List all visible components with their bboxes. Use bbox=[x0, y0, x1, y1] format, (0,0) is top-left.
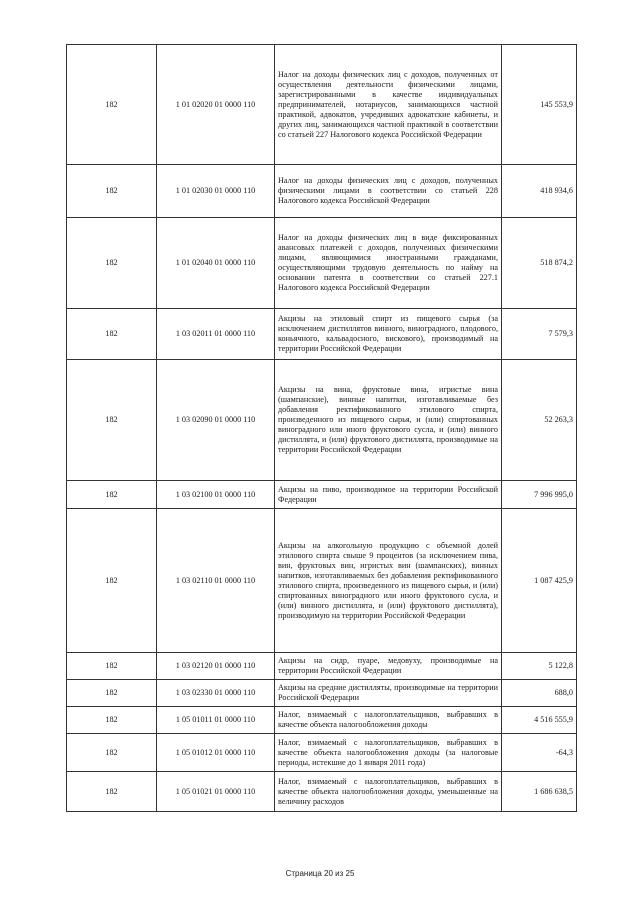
admin-code-cell: 182 bbox=[67, 165, 157, 218]
admin-code-cell: 182 bbox=[67, 772, 157, 812]
amount-cell: 5 122,8 bbox=[502, 653, 577, 680]
revenue-name-cell: Налог, взимаемый с налогоплательщиков, выбравших в качестве объекта налогообложения доходы bbox=[275, 707, 502, 734]
amount-cell: 418 934,6 bbox=[502, 165, 577, 218]
table-row bbox=[67, 707, 577, 734]
amount-cell: 7 996 995,0 bbox=[502, 481, 577, 509]
admin-code-cell: 182 bbox=[67, 360, 157, 481]
amount-cell: -64,3 bbox=[502, 734, 577, 772]
admin-code-cell: 182 bbox=[67, 218, 157, 309]
revenue-name-cell: Акцизы на алкогольную продукцию с объемной долей этилового спирта свыше 9 процентов (за исключением пива, вин, фруктовых вин, игристых вин (шампанских), винных напитков, изготавливаемых без добавления ректификованного этилового спирта, произведенного из пищевого сырья, и (или) спиртованных виноградного или иного фруктового сусла, и (или) винного дистиллята, и (или) фруктового дистиллята), производимую на территории Российской Федерации bbox=[275, 509, 502, 653]
kbk-code-cell: 1 01 02020 01 0000 110 bbox=[157, 45, 275, 165]
kbk-code-cell: 1 05 01011 01 0000 110 bbox=[157, 707, 275, 734]
table-row bbox=[67, 218, 577, 309]
kbk-code-cell: 1 03 02330 01 0000 110 bbox=[157, 680, 275, 707]
kbk-code-cell: 1 01 02040 01 0000 110 bbox=[157, 218, 275, 309]
admin-code-cell: 182 bbox=[67, 734, 157, 772]
revenue-name-cell: Акцизы на этиловый спирт из пищевого сырья (за исключением дистиллятов винного, виноградного, плодового, коньячного, кальвадосного, вискового), производимый на территории Российской Федерации bbox=[275, 309, 502, 360]
revenue-name-cell: Налог, взимаемый с налогоплательщиков, выбравших в качестве объекта налогообложения доходы, уменьшенные на величину расходов bbox=[275, 772, 502, 812]
table-row bbox=[67, 45, 577, 165]
table-row bbox=[67, 481, 577, 509]
table-row bbox=[67, 734, 577, 772]
revenue-name-cell: Акцизы на сидр, пуаре, медовуху, производимые на территории Российской Федерации bbox=[275, 653, 502, 680]
table-row bbox=[67, 772, 577, 812]
kbk-code-cell: 1 03 02120 01 0000 110 bbox=[157, 653, 275, 680]
admin-code-cell: 182 bbox=[67, 653, 157, 680]
kbk-code-cell: 1 03 02100 01 0000 110 bbox=[157, 481, 275, 509]
revenue-name-cell: Акцизы на пиво, производимое на территории Российской Федерации bbox=[275, 481, 502, 509]
admin-code-cell: 182 bbox=[67, 45, 157, 165]
kbk-code-cell: 1 05 01012 01 0000 110 bbox=[157, 734, 275, 772]
kbk-code-cell: 1 03 02090 01 0000 110 bbox=[157, 360, 275, 481]
kbk-code-cell: 1 03 02011 01 0000 110 bbox=[157, 309, 275, 360]
amount-cell: 518 874,2 bbox=[502, 218, 577, 309]
table-row bbox=[67, 653, 577, 680]
table-row bbox=[67, 509, 577, 653]
amount-cell: 688,0 bbox=[502, 680, 577, 707]
kbk-code-cell: 1 03 02110 01 0000 110 bbox=[157, 509, 275, 653]
table-row bbox=[67, 309, 577, 360]
amount-cell: 7 579,3 bbox=[502, 309, 577, 360]
table-row bbox=[67, 360, 577, 481]
revenue-name-cell: Налог на доходы физических лиц с доходов, полученных физическими лицами в соответствии со статьей 228 Налогового кодекса Российской Федерации bbox=[275, 165, 502, 218]
kbk-code-cell: 1 01 02030 01 0000 110 bbox=[157, 165, 275, 218]
amount-cell: 145 553,9 bbox=[502, 45, 577, 165]
revenue-name-cell: Налог, взимаемый с налогоплательщиков, выбравших в качестве объекта налогообложения доходы (за налоговые периоды, истекшие до 1 января 2011 года) bbox=[275, 734, 502, 772]
revenue-table bbox=[66, 44, 577, 812]
kbk-code-cell: 1 05 01021 01 0000 110 bbox=[157, 772, 275, 812]
amount-cell: 1 686 638,5 bbox=[502, 772, 577, 812]
amount-cell: 1 087 425,9 bbox=[502, 509, 577, 653]
revenue-name-cell: Налог на доходы физических лиц в виде фиксированных авансовых платежей с доходов, полученных физическими лицами, являющимися иностранными гражданами, осуществляющими трудовую деятельность по найму на основании патента в соответствии со статьей 227.1 Налогового кодекса Российской Федерации bbox=[275, 218, 502, 309]
admin-code-cell: 182 bbox=[67, 509, 157, 653]
revenue-name-cell: Акцизы на средние дистилляты, производимые на территории Российской Федерации bbox=[275, 680, 502, 707]
admin-code-cell: 182 bbox=[67, 680, 157, 707]
revenue-name-cell: Акцизы на вина, фруктовые вина, игристые вина (шампанские), винные напитки, изготавливаемые без добавления ректификованного этилового спирта, произведенного из пищевого сырья, и (или) спиртованных виноградного или иного фруктового сусла, и (или) винного дистиллята, и (или) фруктового дистиллята, производимые на территории Российской Федерации bbox=[275, 360, 502, 481]
table-row bbox=[67, 165, 577, 218]
table-row bbox=[67, 680, 577, 707]
admin-code-cell: 182 bbox=[67, 707, 157, 734]
amount-cell: 4 516 555,9 bbox=[502, 707, 577, 734]
revenue-name-cell: Налог на доходы физических лиц с доходов, полученных от осуществления деятельности физическими лицами, зарегистрированными в качестве индивидуальных предпринимателей, нотариусов, занимающихся частной практикой, адвокатов, учредивших адвокатские кабинеты, и других лиц, занимающихся частной практикой в соответствии со статьей 227 Налогового кодекса Российской Федерации bbox=[275, 45, 502, 165]
admin-code-cell: 182 bbox=[67, 481, 157, 509]
amount-cell: 52 263,3 bbox=[502, 360, 577, 481]
page-number: Страница 20 из 25 bbox=[285, 869, 355, 878]
admin-code-cell: 182 bbox=[67, 309, 157, 360]
